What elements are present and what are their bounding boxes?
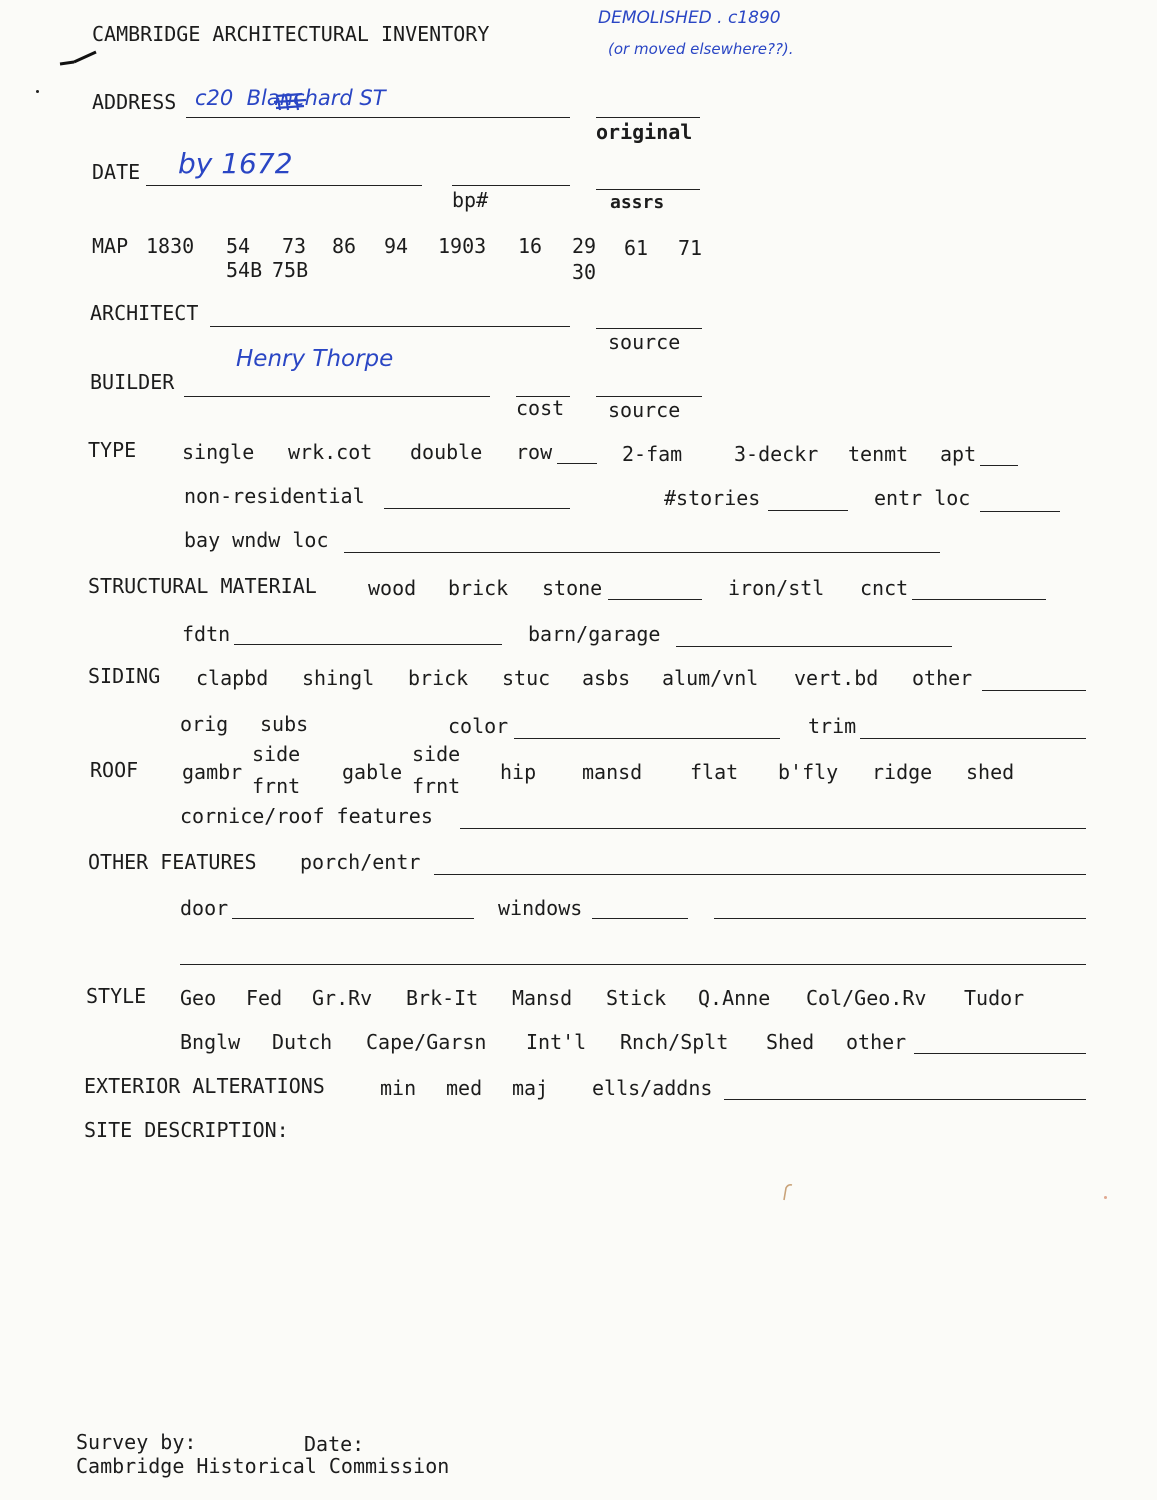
barn-garage-line[interactable] — [676, 646, 952, 647]
type-option[interactable]: wrk.cot — [288, 440, 373, 464]
other-features-extra-line[interactable] — [180, 964, 1086, 965]
entr-loc-label: entr loc — [874, 486, 971, 510]
trim-line[interactable] — [860, 738, 1086, 739]
map-year: 94 — [384, 234, 409, 258]
map-year: 1830 — [146, 234, 195, 258]
style-other-line[interactable] — [914, 1053, 1086, 1054]
builder-value: Henry Thorpe — [236, 346, 394, 372]
pen-mark — [780, 1182, 794, 1202]
bp-line[interactable] — [452, 185, 570, 186]
original-line[interactable] — [596, 117, 700, 118]
map-year: 75B — [272, 258, 309, 282]
date-line[interactable] — [146, 185, 422, 186]
siding-option[interactable]: clapbd — [196, 666, 269, 690]
type-option[interactable]: tenmt — [848, 442, 909, 466]
check-mark — [58, 50, 102, 72]
orig-label[interactable]: orig — [180, 712, 229, 736]
subs-label[interactable]: subs — [260, 712, 309, 736]
bay-wndw-loc-line[interactable] — [344, 552, 940, 553]
non-residential-line[interactable] — [384, 508, 570, 509]
cnct-line[interactable] — [912, 599, 1046, 600]
roof-label: ROOF — [90, 758, 139, 782]
type-option[interactable]: row — [516, 440, 553, 464]
map-year: 54B — [226, 258, 263, 282]
style-option[interactable]: Shed — [766, 1030, 815, 1054]
style-option[interactable]: Brk-It — [406, 986, 479, 1010]
map-label: MAP — [92, 234, 129, 258]
siding-option[interactable]: asbs — [582, 666, 631, 690]
other-features-label: OTHER FEATURES — [88, 850, 257, 874]
map-year: 71 — [678, 236, 703, 260]
windows-label: windows — [498, 896, 583, 920]
barn-garage-label: barn/garage — [528, 622, 661, 646]
cornice-line[interactable] — [460, 828, 1086, 829]
type-option[interactable]: single — [182, 440, 255, 464]
type-option[interactable]: 3-deckr — [734, 442, 819, 466]
gable-option[interactable]: gable — [342, 760, 403, 784]
apt-line[interactable] — [980, 465, 1018, 466]
builder-source-line[interactable] — [596, 396, 702, 397]
windows-extra-line[interactable] — [714, 918, 1086, 919]
style-option[interactable]: Bnglw — [180, 1030, 241, 1054]
style-option[interactable]: Tudor — [964, 986, 1025, 1010]
roof-option[interactable]: hip — [500, 760, 537, 784]
roof-option[interactable]: flat — [690, 760, 739, 784]
assrs-line[interactable] — [596, 189, 700, 190]
form-title: CAMBRIDGE ARCHITECTURAL INVENTORY — [92, 22, 490, 46]
exterior-option[interactable]: maj — [512, 1076, 549, 1100]
porch-line[interactable] — [434, 874, 1086, 875]
style-option[interactable]: Stick — [606, 986, 667, 1010]
exterior-option[interactable]: ells/addns — [592, 1076, 713, 1100]
style-option[interactable]: other — [846, 1030, 907, 1054]
style-label: STYLE — [86, 984, 147, 1008]
map-year: 1903 — [438, 234, 487, 258]
survey-date-label: Date: — [304, 1432, 365, 1456]
style-option[interactable]: Mansd — [512, 986, 573, 1010]
siding-option[interactable]: shingl — [302, 666, 375, 690]
style-option[interactable]: Geo — [180, 986, 217, 1010]
style-option[interactable]: Cape/Garsn — [366, 1030, 487, 1054]
fdtn-line[interactable] — [234, 644, 502, 645]
address-value: c20 Blanchard ST — [195, 86, 386, 110]
date-label: DATE — [92, 160, 141, 184]
commission-name: Cambridge Historical Commission — [76, 1454, 450, 1478]
trim-label: trim — [808, 714, 857, 738]
roof-option[interactable]: ridge — [872, 760, 933, 784]
cornice-label: cornice/roof features — [180, 804, 433, 828]
non-residential-label: non-residential — [184, 484, 365, 508]
siding-other-line[interactable] — [982, 690, 1086, 691]
original-label: original — [596, 120, 693, 144]
color-line[interactable] — [514, 738, 780, 739]
fdtn-label: fdtn — [182, 622, 231, 646]
structural-option[interactable]: cnct — [860, 576, 909, 600]
type-label: TYPE — [88, 438, 137, 462]
porch-label: porch/entr — [300, 850, 421, 874]
gambr-option[interactable]: gambr — [182, 760, 243, 784]
siding-option[interactable]: other — [912, 666, 973, 690]
bp-label: bp# — [452, 188, 489, 212]
map-year: 86 — [332, 234, 357, 258]
windows-line[interactable] — [592, 918, 688, 919]
type-option[interactable]: apt — [940, 442, 977, 466]
exterior-option[interactable]: med — [446, 1076, 483, 1100]
style-option[interactable]: Q.Anne — [698, 986, 771, 1010]
siding-option[interactable]: alum/vnl — [662, 666, 759, 690]
stone-line[interactable] — [608, 599, 702, 600]
siding-option[interactable]: brick — [408, 666, 469, 690]
door-line[interactable] — [232, 918, 474, 919]
builder-label: BUILDER — [90, 370, 175, 394]
type-option[interactable]: double — [410, 440, 483, 464]
structural-option[interactable]: iron/stl — [728, 576, 825, 600]
assrs-label: assrs — [610, 192, 665, 213]
bay-wndw-loc-label: bay wndw loc — [184, 528, 329, 552]
style-option[interactable]: Fed — [246, 986, 283, 1010]
exterior-label: EXTERIOR ALTERATIONS — [84, 1074, 325, 1098]
row-line[interactable] — [557, 463, 597, 464]
builder-line[interactable] — [184, 396, 490, 397]
structural-option[interactable]: stone — [542, 576, 603, 600]
address-label: ADDRESS — [92, 90, 177, 114]
exterior-option[interactable]: min — [380, 1076, 417, 1100]
ells-addns-line[interactable] — [724, 1099, 1086, 1100]
roof-option[interactable]: shed — [966, 760, 1015, 784]
dot-mark — [36, 90, 39, 93]
siding-option[interactable]: stuc — [502, 666, 551, 690]
map-year: 61 — [624, 236, 649, 260]
gambr-side-option[interactable]: side — [252, 742, 301, 766]
site-description-label: SITE DESCRIPTION: — [84, 1118, 289, 1142]
map-year: 54 — [226, 234, 251, 258]
dot-mark — [1104, 1196, 1107, 1199]
scribble-mark — [272, 88, 312, 114]
gambr-frnt-option[interactable]: frnt — [252, 774, 301, 798]
roof-option[interactable]: b'fly — [778, 760, 839, 784]
structural-option[interactable]: brick — [448, 576, 509, 600]
architect-source-label: source — [608, 330, 681, 354]
demolished-note: DEMOLISHED . c1890 — [598, 8, 781, 28]
siding-option[interactable]: vert.bd — [794, 666, 879, 690]
cost-label: cost — [516, 396, 565, 420]
structural-label: STRUCTURAL MATERIAL — [88, 574, 317, 598]
address-line[interactable] — [186, 117, 570, 118]
architect-source-line[interactable] — [596, 328, 702, 329]
date-value: by 1672 — [178, 147, 293, 180]
structural-option[interactable]: wood — [368, 576, 417, 600]
architect-line[interactable] — [210, 326, 570, 327]
map-year: 29 — [572, 234, 597, 258]
style-option[interactable]: Gr.Rv — [312, 986, 373, 1010]
type-option[interactable]: 2-fam — [622, 442, 683, 466]
siding-label: SIDING — [88, 664, 161, 688]
style-option[interactable]: Dutch — [272, 1030, 333, 1054]
map-year: 73 — [282, 234, 307, 258]
style-option[interactable]: Col/Geo.Rv — [806, 986, 927, 1010]
gable-frnt-option[interactable]: frnt — [412, 774, 461, 798]
architect-label: ARCHITECT — [90, 301, 199, 325]
entr-loc-line[interactable] — [980, 511, 1060, 512]
color-label: color — [448, 714, 509, 738]
demolished-note-2: (or moved elsewhere??). — [608, 40, 794, 58]
door-label: door — [180, 896, 229, 920]
builder-source-label: source — [608, 398, 681, 422]
roof-option[interactable]: mansd — [582, 760, 643, 784]
map-year: 30 — [572, 260, 597, 284]
style-option[interactable]: Rnch/Splt — [620, 1030, 729, 1054]
survey-by-label: Survey by: — [76, 1430, 197, 1454]
stories-line[interactable] — [768, 510, 848, 511]
map-year: 16 — [518, 234, 543, 258]
gable-side-option[interactable]: side — [412, 742, 461, 766]
stories-label: #stories — [664, 486, 761, 510]
style-option[interactable]: Int'l — [526, 1030, 587, 1054]
